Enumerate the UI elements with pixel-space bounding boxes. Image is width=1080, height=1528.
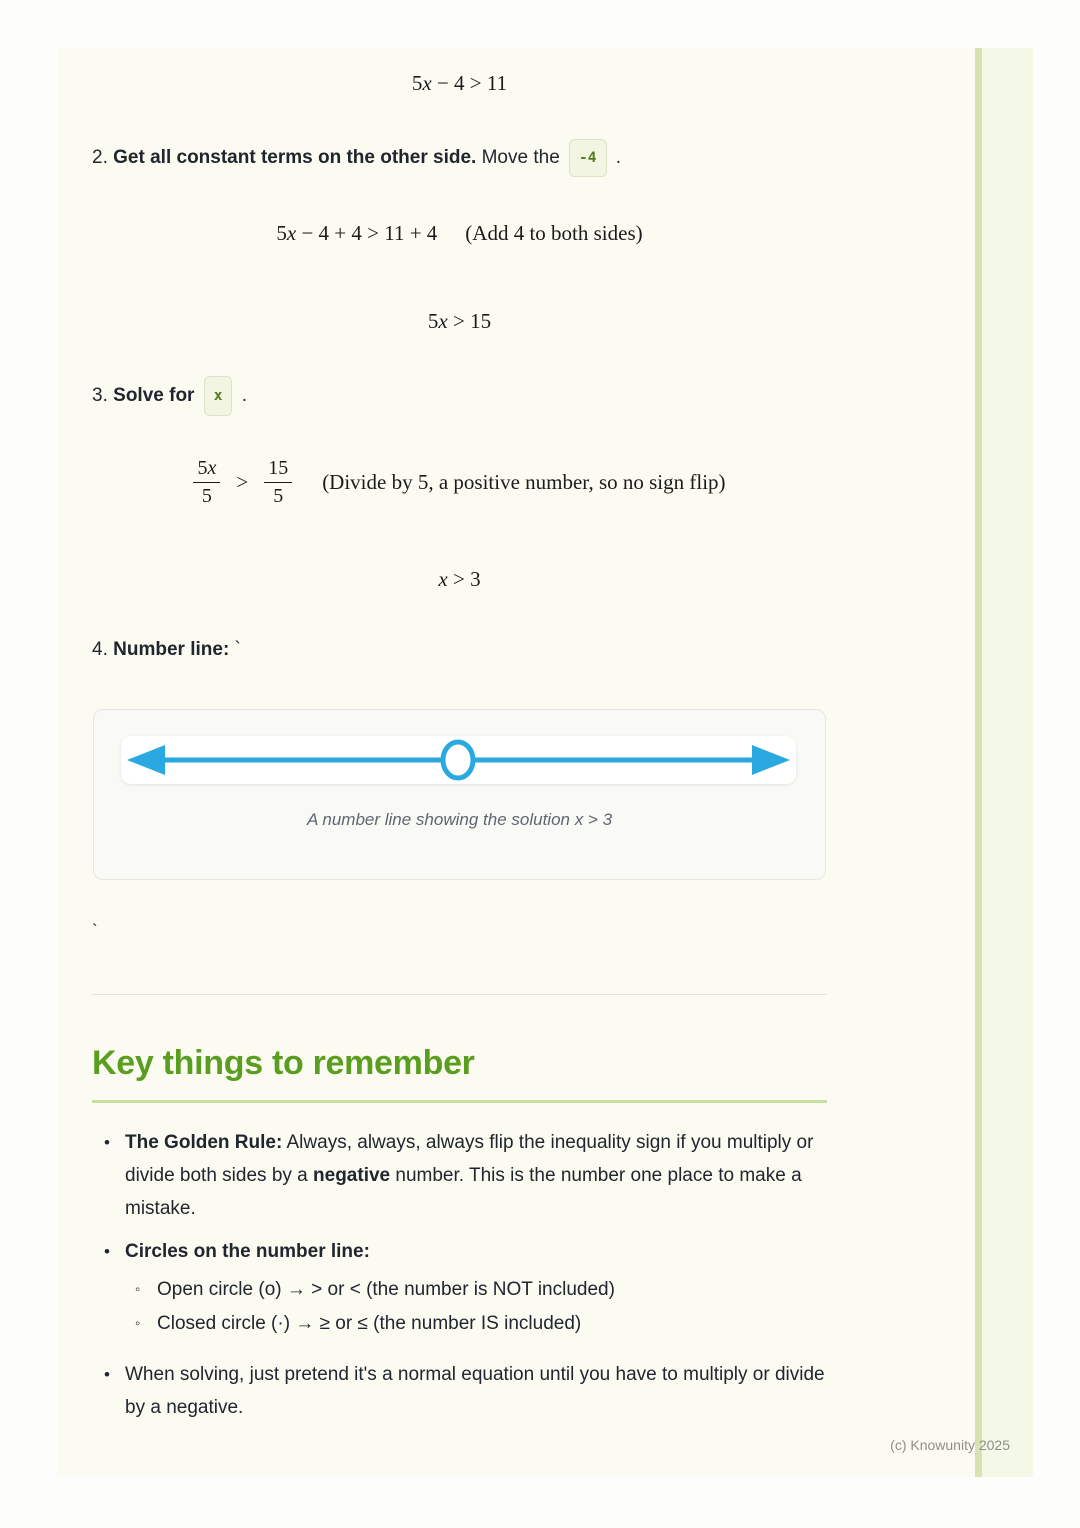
- list-item-solving: [92, 1358, 827, 1424]
- step-number: 4.: [92, 639, 108, 660]
- equation-simplified: [92, 308, 827, 335]
- step-bold-text: Solve for: [113, 385, 195, 406]
- circles-sub-list: [125, 1278, 827, 1336]
- bullet-text: Open circle (o) → > or < (the number is NOT included): [157, 1279, 615, 1300]
- fraction-denominator: 5: [201, 484, 212, 507]
- list-item-closed-circle: [125, 1312, 827, 1336]
- fraction-denominator: 5: [273, 484, 284, 507]
- code-chip-x: x: [204, 376, 233, 416]
- bullet-icon: •: [104, 1242, 110, 1261]
- right-arrowhead-icon: [752, 745, 790, 775]
- section-title-underline: [92, 1100, 827, 1103]
- step-4-line: [92, 636, 827, 664]
- bullet-text: Always, always, always flip the inequality sign if you multiply or divide both sides by a: [125, 1132, 814, 1186]
- step-number: 3.: [92, 385, 108, 406]
- bullet-icon: •: [104, 1133, 110, 1152]
- fraction-right: [264, 457, 292, 508]
- note-content: [92, 48, 827, 1424]
- step-bold-text: Get all constant terms on the other side.: [113, 147, 477, 168]
- list-item-open-circle: [125, 1278, 827, 1302]
- figure-caption: A number line showing the solution x > 3: [306, 810, 613, 829]
- inequality-sign: >: [236, 469, 249, 494]
- fraction-numerator: 15: [264, 457, 292, 483]
- number-line-figure-card: [93, 709, 826, 880]
- stray-backtick: `: [92, 921, 98, 940]
- bullet-icon: •: [104, 1365, 110, 1384]
- step-bold-text: Number line:: [113, 639, 230, 660]
- key-points-list: [92, 1126, 827, 1424]
- fraction-left: [193, 457, 220, 508]
- open-circle-icon: [443, 742, 473, 778]
- bullet-bold-label: Circles on the number line:: [125, 1241, 370, 1262]
- open-circle-bullet-icon: ◦: [135, 1315, 141, 1332]
- section-title: Key things to remember: [92, 1044, 475, 1082]
- backtick-text: `: [234, 639, 241, 660]
- step-period: .: [241, 385, 248, 406]
- equation-text: x > 3: [438, 566, 481, 591]
- equation-text: 5x − 4 > 11: [411, 70, 508, 95]
- bullet-text: When solving, just pretend it's a normal equation until you have to multiply or divide by a negative.: [125, 1364, 825, 1418]
- list-item-circles: [92, 1235, 827, 1336]
- bullet-bold-label: The Golden Rule:: [125, 1132, 283, 1153]
- bullet-text: number. This is the number one place to make a mistake.: [125, 1165, 802, 1219]
- equation-initial: [92, 70, 827, 96]
- code-chip-minus4: -4: [569, 139, 606, 177]
- equation-divide: [92, 453, 827, 511]
- equation-text: 5x > 15: [427, 309, 492, 333]
- number-line-icon: [121, 736, 796, 784]
- left-arrowhead-icon: [127, 745, 165, 775]
- number-line-panel: [121, 736, 796, 784]
- equation-add-both-sides: [92, 220, 827, 247]
- section-divider: [92, 994, 827, 995]
- right-accent-stripe: [975, 48, 982, 1477]
- bullet-bold-word: negative: [313, 1165, 391, 1186]
- step-number: 2.: [92, 147, 108, 168]
- step-3-line: [92, 376, 827, 416]
- copyright-text: (c) Knowunity 2025: [890, 1437, 1010, 1453]
- equation-note: (Add 4 to both sides): [465, 221, 643, 245]
- equation-text: 5x − 4 + 4 > 11 + 4: [276, 221, 438, 245]
- fraction-numerator: 5x: [193, 457, 220, 483]
- bullet-text: Closed circle (·) → ≥ or ≤ (the number IS included): [157, 1313, 582, 1334]
- note-sheet: [57, 48, 975, 1477]
- right-accent-panel: [982, 48, 1033, 1477]
- open-circle-bullet-icon: ◦: [135, 1281, 141, 1298]
- step-2-line: [92, 139, 827, 177]
- step-period: .: [615, 147, 622, 168]
- step-regular-text: Move the: [481, 147, 560, 168]
- equation-solution: [92, 566, 827, 592]
- equation-note: (Divide by 5, a positive number, so no sign flip): [322, 469, 726, 494]
- list-item-golden-rule: [92, 1126, 827, 1225]
